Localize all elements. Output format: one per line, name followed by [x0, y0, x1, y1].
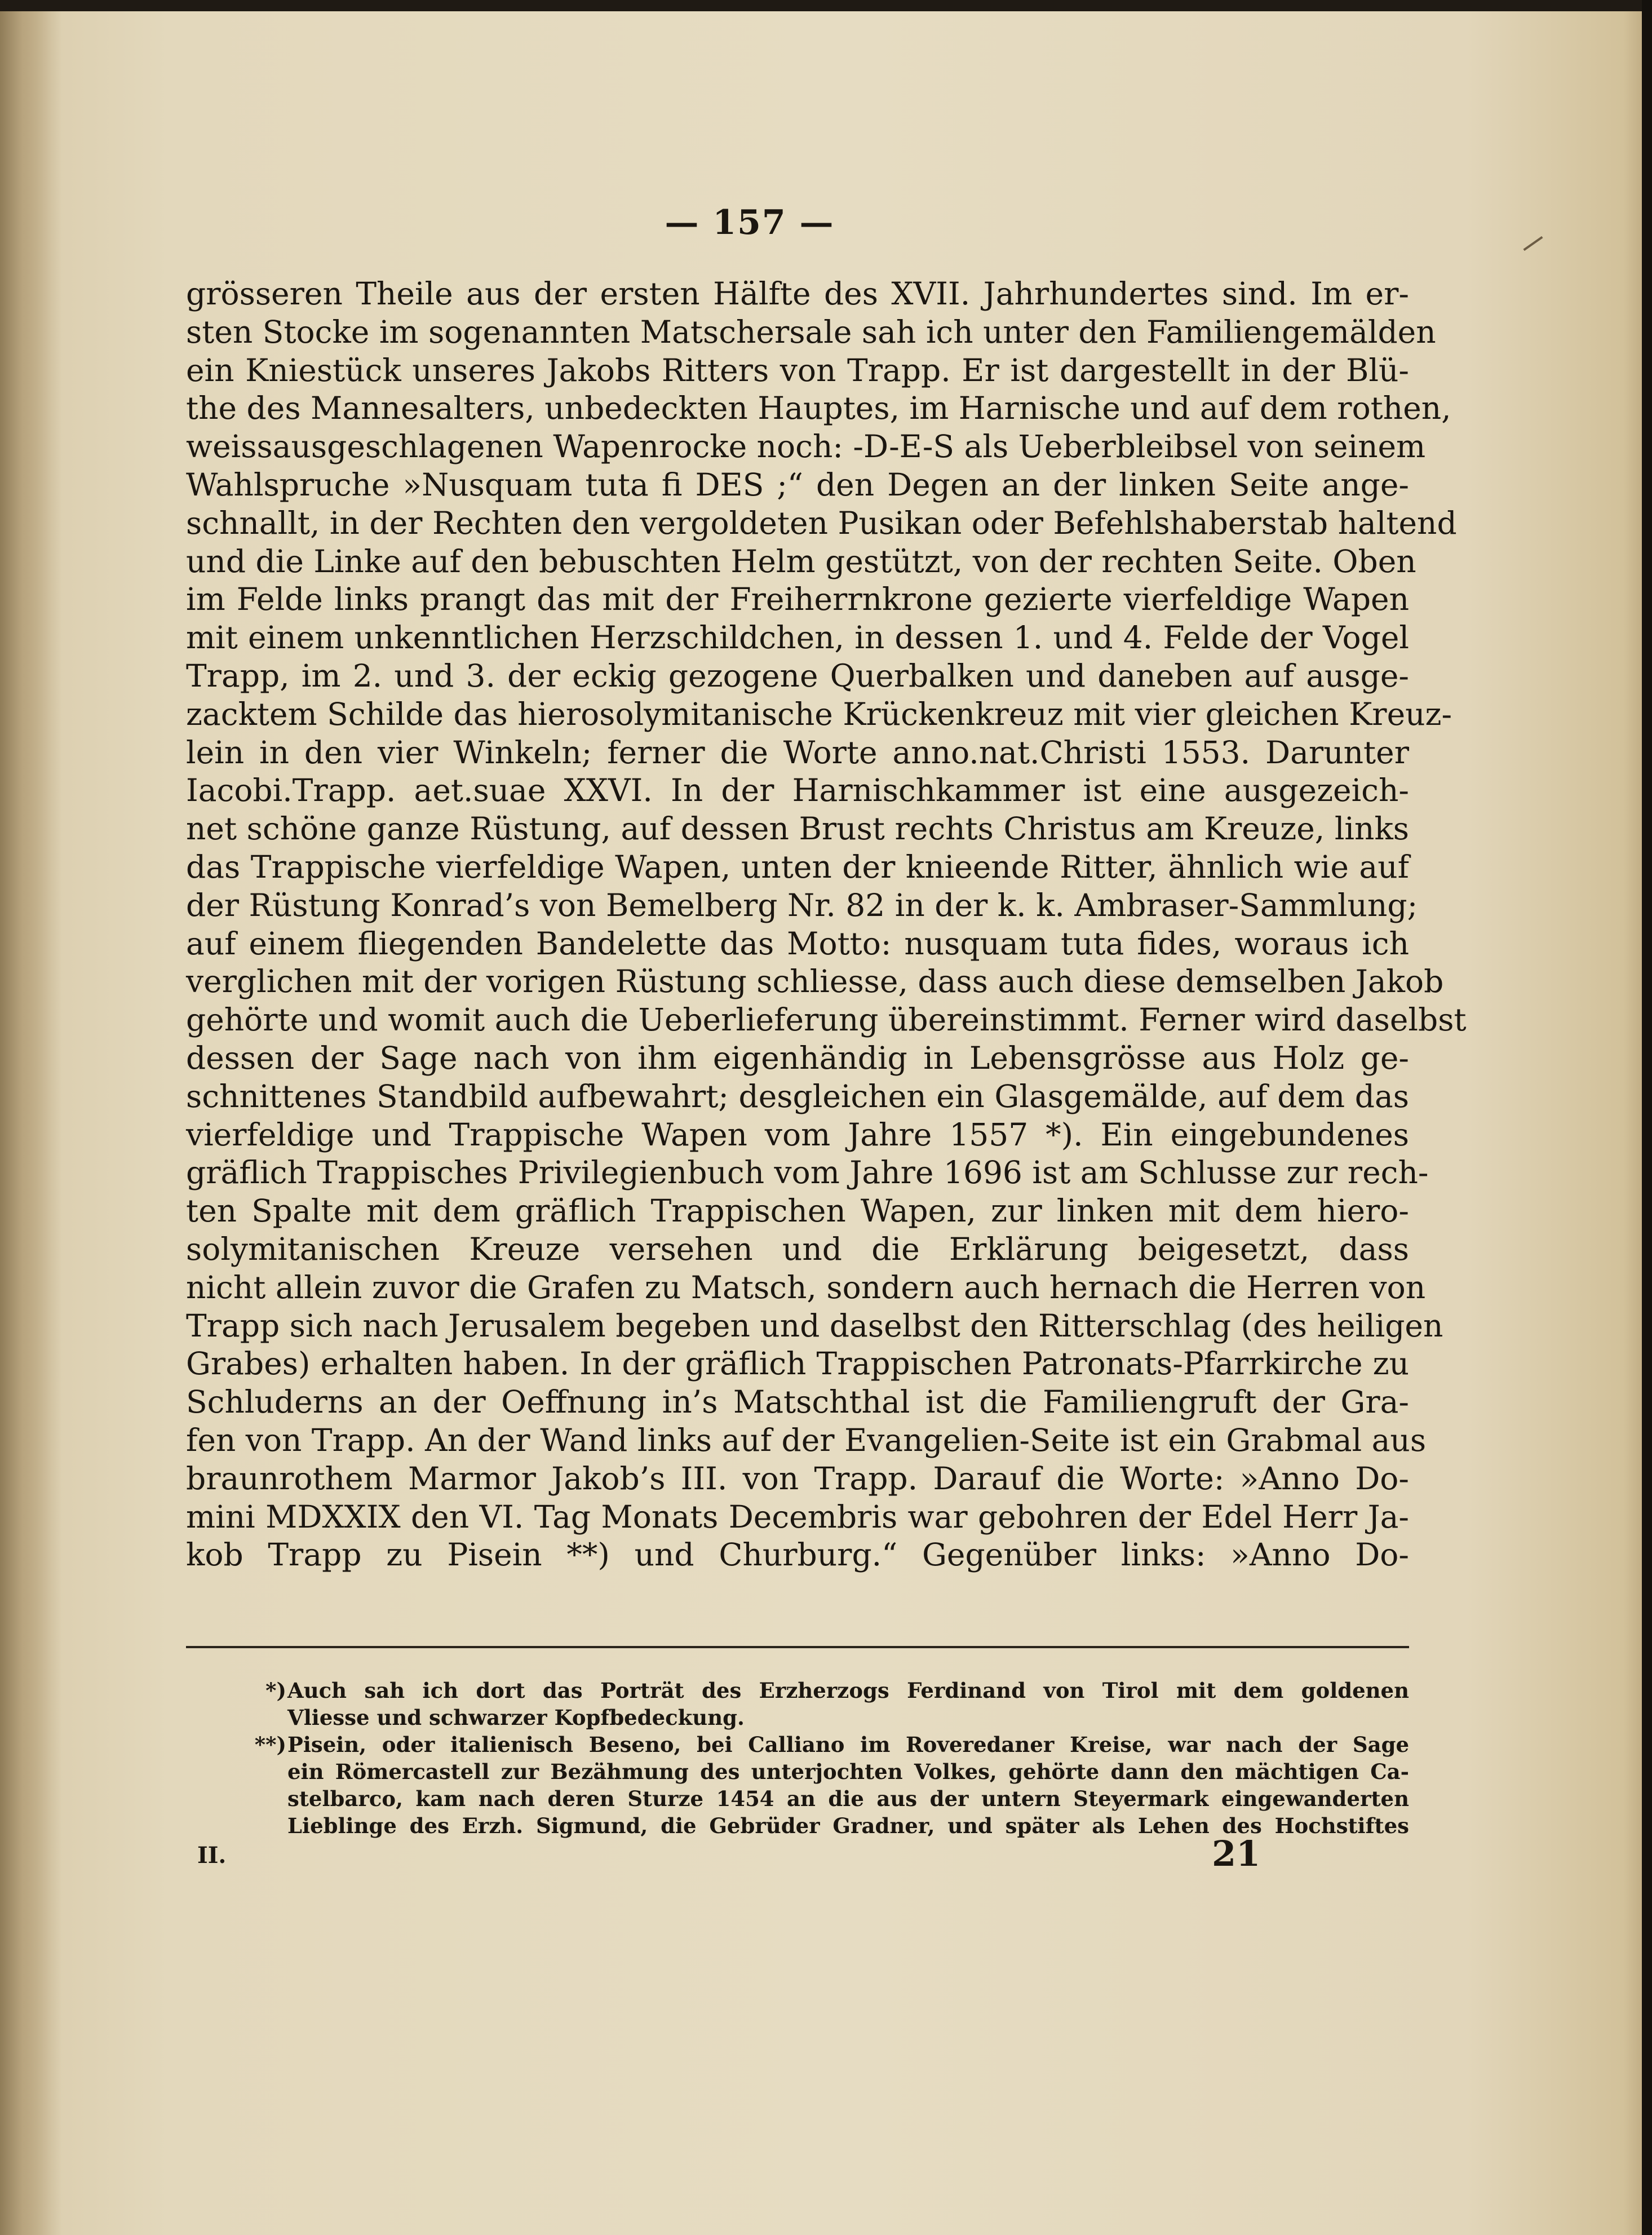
text-line: verglichen mit der vorigen Rüstung schliesse, dass auch diese demselben Jakob [186, 963, 1444, 1000]
text-line: im Felde links prangt das mit der Freiherrnkrone gezierte vierfeldige Wapen [186, 581, 1409, 618]
signature-mark: II. [197, 1842, 227, 1869]
footnote-line: Lieblinge des Erzh. Sigmund, die Gebrüder Gradner, und später als Lehen des Hochstiftes [287, 1813, 1409, 1838]
text-line: fen von Trapp. An der Wand links auf der Evangelien-Seite ist ein Grabmal aus [186, 1422, 1427, 1458]
text-line: Trapp, im 2. und 3. der eckig gezogene Querbalken und daneben auf ausge- [186, 657, 1409, 694]
footnote-line: Pisein, oder italienisch Beseno, bei Calliano im Roveredaner Kreise, war nach der Sage [287, 1732, 1409, 1757]
text-line: schnallt, in der Rechten den vergoldeten Pusikan oder Befehlshaberstab haltend [186, 504, 1457, 541]
text-line: Wahlspruche »Nusquam tuta fi DES ;“ den Degen an der linken Seite ange- [186, 466, 1409, 503]
text-line: mit einem unkenntlichen Herzschildchen, in dessen 1. und 4. Felde der Vogel [186, 619, 1409, 656]
text-line: der Rüstung Konrad’s von Bemelberg Nr. 82 in der k. k. Ambraser-Sammlung; [186, 887, 1418, 923]
footnote-divider [186, 1646, 1409, 1648]
text-line: Schluderns an der Oeffnung in’s Matschthal ist die Familiengruft der Gra- [186, 1384, 1409, 1420]
footnote-line: Auch sah ich dort das Porträt des Erzherzogs Ferdinand von Tirol mit dem goldenen [287, 1678, 1409, 1703]
text-line: braunrothem Marmor Jakob’s III. von Trapp. Darauf die Worte: »Anno Do- [186, 1460, 1409, 1497]
footnote-line: Vliesse und schwarzer Kopfbedeckung. [287, 1705, 745, 1730]
text-line: gehörte und womit auch die Ueberlieferung übereinstimmt. Ferner wird daselbst [186, 1002, 1467, 1038]
text-line: und die Linke auf den bebuschten Helm gestützt, von der rechten Seite. Oben [186, 543, 1416, 579]
text-line: grösseren Theile aus der ersten Hälfte des XVII. Jahrhundertes sind. Im er- [186, 276, 1409, 312]
text-line: zacktem Schilde das hierosolymitanische Krückenkreuz mit vier gleichen Kreuz- [186, 696, 1452, 732]
footnote-marker: **) [254, 1732, 286, 1757]
text-line: dessen der Sage nach von ihm eigenhändig in Lebensgrösse aus Holz ge- [186, 1039, 1409, 1076]
text-line: net schöne ganze Rüstung, auf dessen Brust rechts Christus am Kreuze, links [186, 811, 1409, 847]
text-line: solymitanischen Kreuze versehen und die Erklärung beigesetzt, dass [186, 1231, 1409, 1267]
text-line: Grabes) erhalten haben. In der gräflich Trappischen Patronats-Pfarrkirche zu [186, 1346, 1409, 1382]
footnote-line: ein Römercastell zur Bezähmung des unterjochten Volkes, gehörte dann den mächtigen Ca- [287, 1759, 1409, 1784]
page-number: — 157 — [665, 203, 835, 242]
text-line: ein Kniestück unseres Jakobs Ritters von Trapp. Er ist dargestellt in der Blü- [186, 352, 1409, 388]
text-line: schnittenes Standbild aufbewahrt; desgleichen ein Glasgemälde, auf dem das [186, 1078, 1409, 1114]
text-line: Trapp sich nach Jerusalem begeben und daselbst den Ritterschlag (des heiligen [186, 1307, 1443, 1344]
text-line: the des Mannesalters, unbedeckten Hauptes, im Harnische und auf dem rothen, [186, 390, 1451, 427]
text-line: kob Trapp zu Pisein **) und Churburg.“ Gegenüber links: »Anno Do- [186, 1537, 1409, 1573]
text-line: lein in den vier Winkeln; ferner die Worte anno.nat.Christi 1553. Darunter [186, 734, 1409, 771]
footnotes [186, 1677, 1409, 1839]
text-line: Iacobi.Trapp. aet.suae XXVI. In der Harnischkammer ist eine ausgezeich- [186, 772, 1409, 809]
main-text [186, 275, 1467, 1574]
text-line: vierfeldige und Trappische Wapen vom Jahre 1557 *). Ein eingebundenes [186, 1116, 1409, 1153]
text-line: das Trappische vierfeldige Wapen, unten der knieende Ritter, ähnlich wie auf [186, 848, 1409, 885]
text-line: nicht allein zuvor die Grafen zu Matsch, sondern auch hernach die Herren von [186, 1269, 1426, 1305]
text-line: gräflich Trappisches Privilegienbuch vom Jahre 1696 ist am Schlusse zur rech- [186, 1154, 1429, 1191]
footnote [186, 1677, 1409, 1731]
sheet-number: 21 [1212, 1833, 1261, 1874]
text-line: sten Stocke im sogenannten Matschersale sah ich unter den Familiengemälden [186, 313, 1436, 350]
footnote [186, 1731, 1409, 1839]
text-line: auf einem fliegenden Bandelette das Motto: nusquam tuta fides, woraus ich [186, 925, 1409, 962]
text-line: mini MDXXIX den VI. Tag Monats Decembris war gebohren der Edel Herr Ja- [186, 1498, 1409, 1535]
footnote-marker: *) [265, 1678, 286, 1703]
text-line: ten Spalte mit dem gräflich Trappischen Wapen, zur linken mit dem hiero- [186, 1193, 1409, 1229]
footnote-line: stelbarco, kam nach deren Sturze 1454 an die aus der untern Steyermark eingewanderten [287, 1786, 1409, 1811]
text-line: weissausgeschlagenen Wapenrocke noch: -D-E-S als Ueberbleibsel von seinem [186, 428, 1426, 465]
